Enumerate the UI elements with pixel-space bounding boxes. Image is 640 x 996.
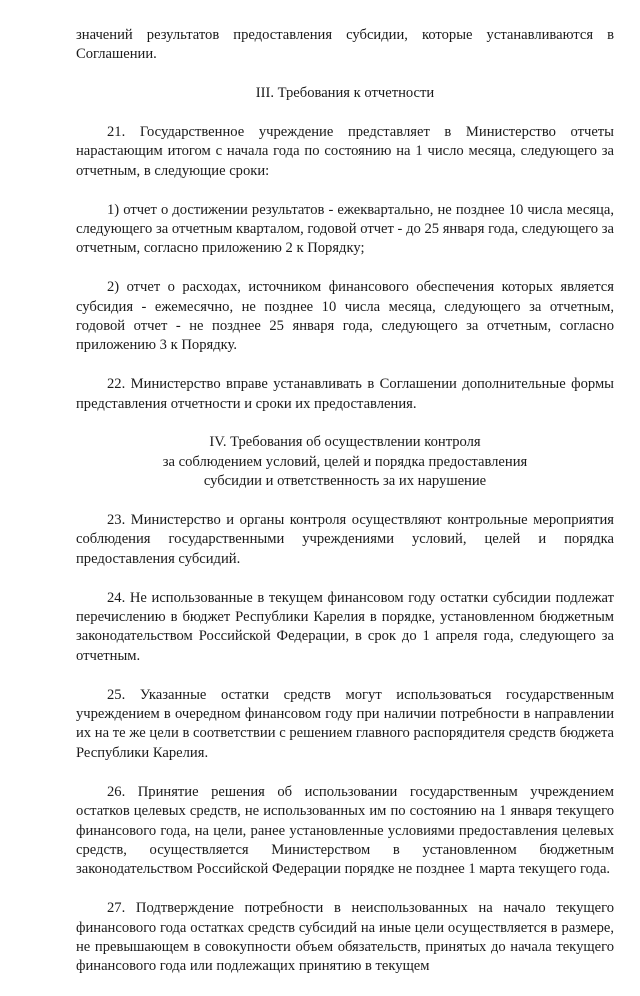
paragraph-21-item-1: 1) отчет о достижении результатов - ежеквартально, не позднее 10 числа месяца, следующего за отчетным кварталом, годовой отчет - до 25 января года, следующего за отчетным, согласно приложению 2 к Порядку; bbox=[76, 201, 614, 257]
paragraph-25: 25. Указанные остатки средств могут использоваться государственным учреждением в очередном финансовом году при наличии потребности в направлении их на те же цели в соответствии с решением главного распорядителя средств бюджета Республики Карелия. bbox=[76, 686, 614, 761]
paragraph-27: 27. Подтверждение потребности в неиспользованных на начало текущего финансового года остатках средств субсидий на иные цели осуществляется в размере, не превышающем в совокупности объем обязательств, принятых до начала текущего финансового года или подлежащих принятию в текущем bbox=[76, 900, 614, 975]
paragraph-22: 22. Министерство вправе устанавливать в Соглашении дополнительные формы представления отчетности и сроки их предоставления. bbox=[76, 376, 614, 412]
paragraph-21: 21. Государственное учреждение представляет в Министерство отчеты нарастающим итогом с начала года по состоянию на 1 число месяца, следующего за отчетным, в следующие сроки: bbox=[76, 124, 614, 179]
paragraph-24: 24. Не использованные в текущем финансовом году остатки субсидии подлежат перечислению в бюджет Республики Карелия в порядке, установленном бюджетным законодательством Российской Федерации, в срок до 1 апреля года, следующего за отчетным. bbox=[76, 589, 614, 664]
section-4-heading bbox=[76, 433, 614, 491]
section-3-title: III. Требования к отчетности bbox=[255, 85, 435, 102]
paragraph-intro: значений результатов предоставления субсидии, которые устанавливаются в Соглашении. bbox=[76, 27, 614, 63]
section-4-title-line-2: за соблюдением условий, целей и порядка предоставления bbox=[162, 453, 528, 470]
section-3-heading bbox=[76, 84, 614, 103]
paragraph-21-item-2: 2) отчет о расходах, источником финансового обеспечения которых является субсидия - ежемесячно, не позднее 10 числа месяца, следующего за отчетным, годовой отчет - не позднее 25 января года, следующего за отчетным, согласно приложению 3 к Порядку. bbox=[76, 279, 614, 354]
section-4-title-line-3: субсидии и ответственность за их нарушение bbox=[203, 473, 487, 490]
document-page bbox=[76, 26, 614, 996]
paragraph-26: 26. Принятие решения об использовании государственным учреждением остатков целевых средств, не использованных им по состоянию на 1 января текущего финансового года, на цели, ранее установленные условиями предоставления целевых средств, осуществляется Министерством в установленном бюджетным законодательством Российской Федерации порядке не позднее 1 марта текущего года. bbox=[76, 783, 614, 878]
paragraph-23: 23. Министерство и органы контроля осуществляют контрольные мероприятия соблюдения государственными учреждениями условий, целей и порядка предоставления субсидий. bbox=[76, 512, 614, 567]
section-4-title-line-1: IV. Требования об осуществлении контроля bbox=[209, 434, 481, 451]
